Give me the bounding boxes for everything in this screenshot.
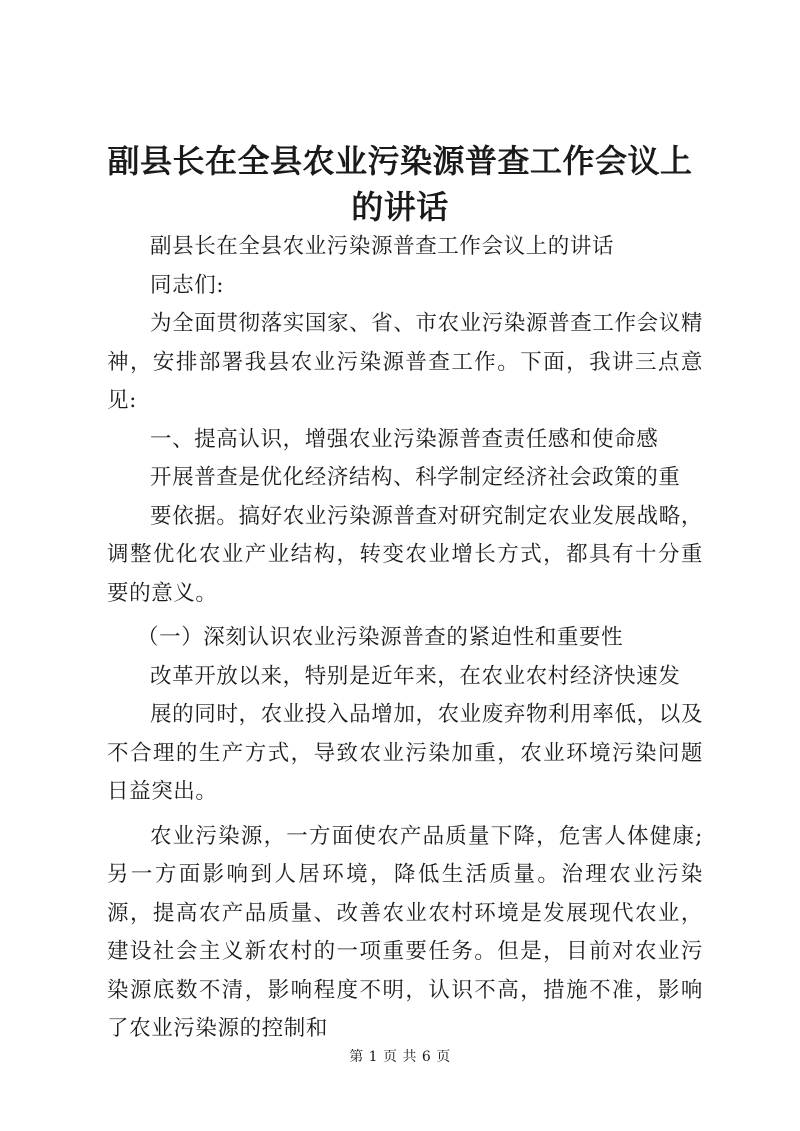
document-title: 副县长在全县农业污染源普查工作会议上的讲话: [107, 142, 693, 226]
section-heading-1: 一、提高认识，增强农业污染源普查责任感和使命感: [150, 426, 659, 452]
paragraph-subtitle: 副县长在全县农业污染源普查工作会议上的讲话: [150, 234, 615, 259]
paragraph: 农业污染源，一方面使农产品质量下降，危害人体健康;另一方面影响到人居环境，降低生活质量。治理农业污染源，提高农产品质量、改善农业农村环境是发展现代农业，建设社会主义新农村的一项重要任务。但是，目前对农业污染源底数不清，影响程度不明，认识不高，措施不准，影响了农业污染源的控制和: [107, 823, 703, 1041]
paragraph-intro: 为全面贯彻落实国家、省、市农业污染源普查工作会议精神，安排部署我县农业污染源普查工作。下面，我讲三点意见:: [107, 311, 703, 413]
subsection-heading-1: （一）深刻认识农业污染源普查的紧迫性和重要性: [137, 625, 624, 650]
paragraph: 改革开放以来，特别是近年来，在农业农村经济快速发: [150, 663, 681, 689]
page-number: 第 1 页 共 6 页: [349, 1049, 451, 1065]
paragraph: 要依据。搞好农业污染源普查对研究制定农业发展战略，调整优化农业产业结构，转变农业增长方式，都具有十分重要的意义。: [107, 503, 703, 606]
document-body: [107, 228, 703, 1049]
paragraph: 开展普查是优化经济结构、科学制定经济社会政策的重: [150, 465, 681, 490]
paragraph-salutation: 同志们:: [150, 272, 225, 298]
paragraph: 展的同时，农业投入品增加，农业废弃物利用率低，以及不合理的生产方式，导致农业污染加重，农业环境污染问题日益突出。: [107, 702, 703, 804]
